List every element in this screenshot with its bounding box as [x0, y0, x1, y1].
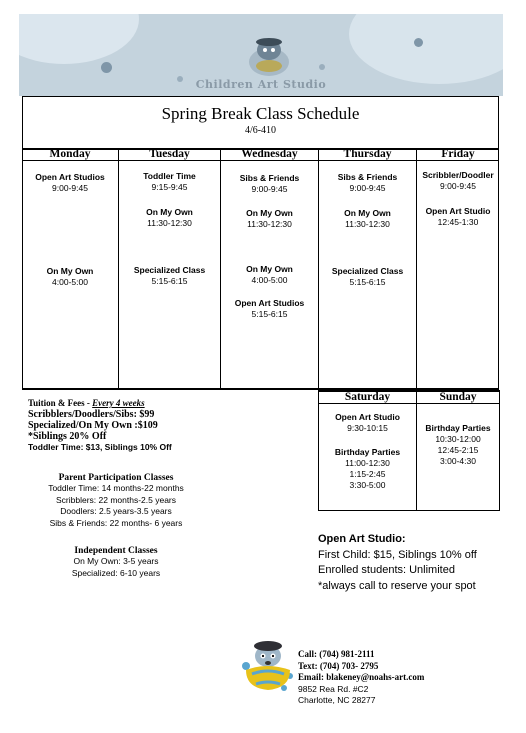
class-entry [319, 208, 416, 230]
class-entry [221, 298, 318, 320]
class-entry [221, 173, 318, 195]
class-time: 3:30-5:00 [349, 480, 386, 490]
class-time: 11:30-12:30 [345, 219, 390, 229]
class-name: Birthday Parties [425, 423, 491, 433]
class-time: 10:30-12:00 [435, 434, 481, 444]
day-header-saturday: Saturday [344, 391, 391, 403]
parent-participation-section [22, 473, 210, 529]
class-time: 11:30-12:30 [247, 219, 292, 229]
info-line: *always call to reserve your spot [318, 579, 476, 592]
day-header-thursday: Thursday [343, 148, 392, 160]
age-range-line: Sibs & Friends: 22 months- 6 years [49, 517, 183, 528]
class-entry [319, 447, 416, 491]
class-entry [22, 266, 118, 288]
class-name: On My Own [46, 266, 94, 276]
class-time: 9:00-9:45 [251, 184, 288, 194]
class-name: Toddler Time [143, 171, 196, 181]
section-title: Parent Participation Classes [58, 473, 174, 483]
class-entry [319, 266, 416, 288]
date-range: 4/6-410 [244, 125, 277, 136]
splash-dot [414, 38, 423, 47]
class-name: Open Art Studio [425, 206, 491, 216]
banner-brand-text: Children Art Studio [195, 78, 327, 91]
class-entry [319, 412, 416, 434]
schedule-box [22, 96, 499, 390]
class-entry [417, 206, 499, 228]
tuition-line: *Siblings 20% Off [28, 431, 107, 442]
class-entry [22, 172, 118, 194]
class-entry [319, 172, 416, 194]
class-entry [119, 265, 220, 287]
tuition-line: Scribblers/Doodlers/Sibs: $99 [28, 409, 155, 420]
tuition-line: Toddler Time: $13, Siblings 10% Off [28, 442, 172, 452]
class-entry [417, 170, 499, 192]
age-range-line: Toddler Time: 14 months-22 months [48, 483, 184, 493]
class-name: Specialized Class [133, 265, 206, 275]
tuition-heading-text: Tuition & Fees - [28, 398, 93, 408]
noahs-art-logo [238, 636, 296, 694]
column-divider [499, 390, 500, 511]
class-time: 11:00-12:30 [345, 458, 390, 468]
class-name: On My Own [146, 207, 193, 217]
day-header-monday: Monday [49, 148, 91, 160]
class-entry [119, 171, 220, 193]
class-name: Open Art Studio [335, 412, 400, 422]
divider [318, 510, 499, 511]
class-name: Scribbler/Doodler [422, 170, 494, 180]
header-banner [19, 14, 503, 96]
class-name: On My Own [246, 208, 293, 218]
age-range-line: On My Own: 3-5 years [73, 556, 159, 566]
tuition-heading [28, 398, 298, 409]
class-name: Sibs & Friends [337, 172, 398, 182]
tuition-section [28, 398, 298, 453]
class-time: 3:00-4:30 [440, 456, 476, 466]
phone-call: Call: (704) 981-2111 [298, 649, 375, 659]
age-range-line: Scribblers: 22 months-2.5 years [56, 494, 176, 505]
class-time: 1:15-2:45 [349, 469, 386, 479]
email: Email: blakeney@noahs-art.com [298, 672, 425, 682]
class-name: Sibs & Friends [239, 173, 300, 183]
class-name: On My Own [344, 208, 391, 218]
address-line: Charlotte, NC 28277 [298, 695, 376, 705]
class-time: 9:30-10:15 [347, 423, 388, 433]
info-line: First Child: $15, Siblings 10% off [318, 548, 477, 561]
noahs-art-logo [245, 36, 293, 78]
class-name: Birthday Parties [334, 447, 401, 457]
open-art-studio-info [318, 532, 508, 594]
class-entry [221, 264, 318, 286]
class-entry [221, 208, 318, 230]
class-time: 11:30-12:30 [147, 218, 192, 228]
class-name: On My Own [246, 264, 293, 274]
phone-text: Text: (704) 703- 2795 [298, 660, 379, 671]
class-entry [119, 207, 220, 229]
class-time: 5:15-6:15 [349, 277, 386, 287]
info-line: Enrolled students: Unlimited [318, 564, 455, 576]
class-time: 9:15-9:45 [151, 182, 188, 192]
section-title: Independent Classes [74, 546, 158, 556]
contact-info [298, 649, 508, 707]
age-range-line: Specialized: 6-10 years [71, 567, 161, 578]
tuition-period: Every 4 weeks [92, 398, 145, 408]
day-header-tuesday: Tuesday [149, 148, 190, 160]
day-header-sunday: Sunday [439, 391, 477, 403]
class-entry [417, 423, 499, 467]
class-time: 4:00-5:00 [52, 277, 88, 287]
day-header-wednesday: Wednesday [241, 148, 298, 160]
splash-dot [101, 62, 112, 73]
class-time: 9:00-9:45 [440, 181, 476, 191]
class-time: 12:45-1:30 [437, 217, 479, 227]
age-range-line: Doodlers: 2.5 years-3.5 years [60, 506, 172, 516]
class-time: 5:15-6:15 [251, 309, 288, 319]
class-time: 4:00-5:00 [251, 275, 288, 285]
day-header-friday: Friday [441, 148, 475, 160]
tuition-line: Specialized/On My Own :$109 [28, 420, 158, 431]
class-time: 9:00-9:45 [349, 183, 386, 193]
class-time: 5:15-6:15 [151, 276, 188, 286]
class-name: Open Art Studios [234, 298, 305, 308]
address-line: 9852 Rea Rd. #C2 [298, 683, 369, 694]
independent-section [22, 546, 210, 579]
page-title: Spring Break Class Schedule [161, 104, 360, 123]
section-title: Open Art Studio: [318, 533, 406, 545]
class-name: Open Art Studios [35, 172, 105, 182]
splash-dot [319, 64, 325, 70]
class-time: 12:45-2:15 [437, 445, 479, 455]
class-name: Specialized Class [331, 266, 404, 276]
class-time: 9:00-9:45 [52, 183, 88, 193]
